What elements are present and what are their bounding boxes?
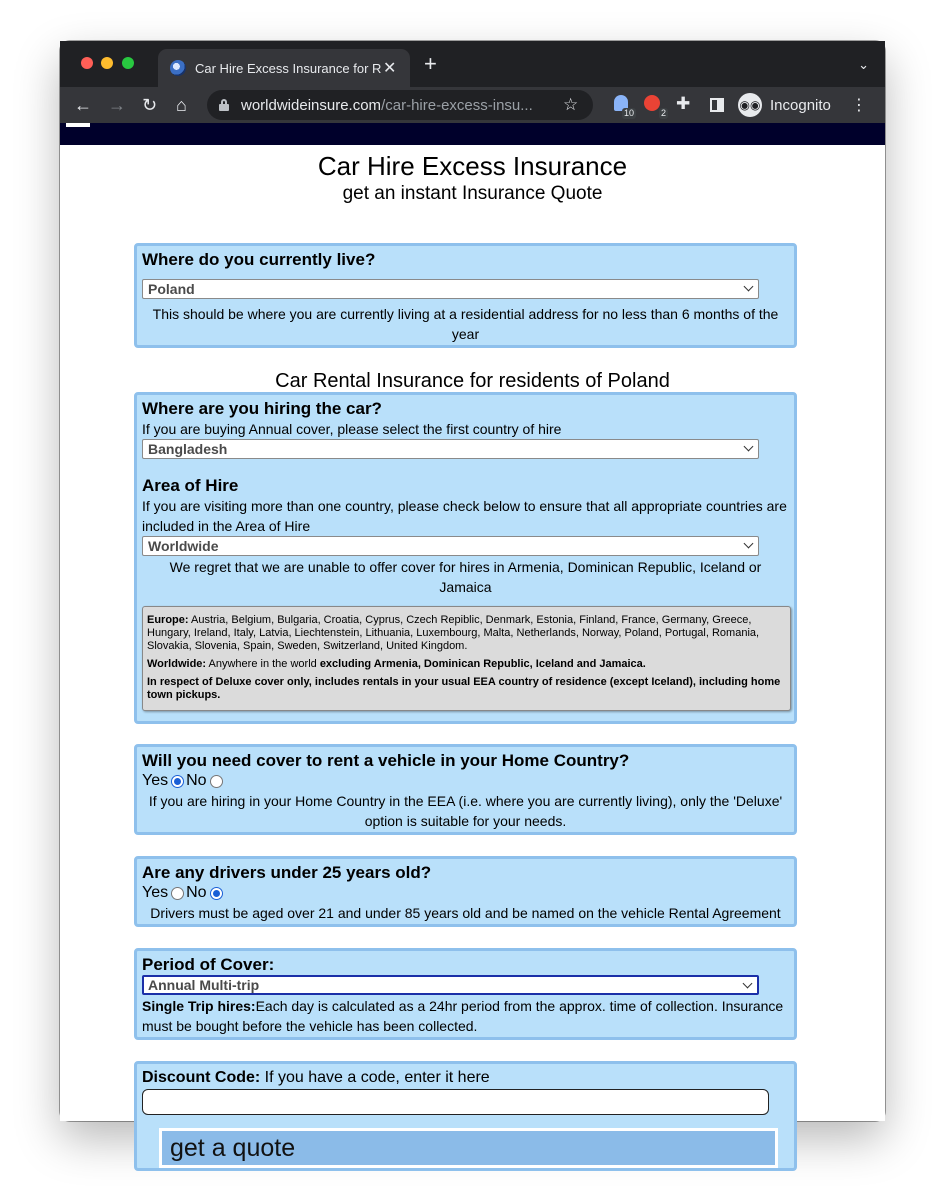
- site-header-bar: [60, 123, 885, 145]
- drivers-radio-group: [142, 883, 789, 903]
- chevron-down-icon: [743, 979, 753, 989]
- area-sub: If you are visiting more than one country, please check below to ensure that all appropriate countries are included in the Area of Hire: [142, 498, 787, 534]
- extension-badge: 10: [623, 108, 634, 118]
- drivers-no-label: No: [186, 884, 207, 901]
- area-title: Area of Hire: [142, 476, 239, 495]
- residence-select-value: Poland: [148, 281, 195, 297]
- info-worldwide: Worldwide: Anywhere in the world excluding Armenia, Dominican Republic, Iceland and Jamaica.: [147, 658, 646, 670]
- incognito-indicator[interactable]: [738, 92, 831, 118]
- period-panel: [134, 948, 797, 1040]
- home-no-radio[interactable]: [210, 775, 223, 788]
- area-note: We regret that we are unable to offer cover for hires in Armenia, Dominican Republic, Iceland or Jamaica: [169, 559, 762, 595]
- close-window-button[interactable]: [81, 57, 93, 69]
- menu-kebab-icon[interactable]: ⋮: [851, 97, 867, 114]
- drivers-note: Drivers must be aged over 21 and under 85 years old and be named on the vehicle Rental Agreement: [150, 905, 781, 921]
- get-quote-button[interactable]: get a quote: [159, 1128, 778, 1168]
- drivers-no-radio[interactable]: [210, 887, 223, 900]
- incognito-icon: ◉◉: [738, 93, 762, 117]
- tab-bar: [60, 41, 885, 87]
- residence-question: Where do you currently live?: [142, 250, 376, 269]
- back-arrow-icon[interactable]: ←: [74, 95, 92, 115]
- address-bar[interactable]: [207, 90, 593, 120]
- drivers-yes-label: Yes: [142, 884, 169, 901]
- area-select[interactable]: [142, 536, 759, 556]
- bookmark-star-icon[interactable]: ☆: [563, 95, 579, 114]
- tab-search-chevron-icon[interactable]: ⌄: [858, 57, 869, 72]
- area-select-value: Worldwide: [148, 538, 219, 554]
- discount-label: Discount Code: If you have a code, enter it here: [142, 1069, 490, 1086]
- residence-note: This should be where you are currently living at a residential address for no less than 6 months of the year: [152, 306, 779, 342]
- maximize-window-button[interactable]: [122, 57, 134, 69]
- hire-panel: [134, 392, 797, 724]
- home-country-panel: [134, 744, 797, 835]
- home-yes-label: Yes: [142, 772, 169, 789]
- hire-country-value: Bangladesh: [148, 441, 228, 457]
- lock-icon[interactable]: [219, 99, 229, 111]
- home-icon[interactable]: ⌂: [176, 95, 187, 115]
- chevron-down-icon: [744, 539, 754, 549]
- period-note: Single Trip hires:Each day is calculated as a 24hr period from the approx. time of collection. Insurance must be bought before the vehicle has been collected.: [142, 998, 784, 1034]
- home-country-note: If you are hiring in your Home Country in the EEA (i.e. where you are currently living), only the 'Deluxe' option is suitable for your needs.: [148, 793, 783, 829]
- side-panel-icon[interactable]: [710, 98, 724, 112]
- home-country-radio-group: [142, 771, 789, 791]
- url-text[interactable]: worldwideinsure.com/car-hire-excess-insu...: [241, 96, 533, 114]
- minimize-window-button[interactable]: [101, 57, 113, 69]
- page-subtitle: get an instant Insurance Quote: [342, 183, 603, 204]
- reload-icon[interactable]: ↻: [142, 95, 158, 115]
- site-header-mark: [66, 123, 90, 127]
- period-select[interactable]: [142, 975, 759, 995]
- info-europe: Europe: Austria, Belgium, Bulgaria, Croatia, Cyprus, Czech Repiblic, Denmark, Estonia, Finland, France, Germany, Greece, Hungary, Ireland, Italy, Latvia, Liechtenstein, Lithuania, Luxembourg, Malta, Netherlands, Norway, Poland, Portugal, Romania, Slovakia, Slovenia, Spain, Sweden, Switzerland, United Kingdom.: [147, 614, 760, 652]
- chevron-down-icon: [744, 282, 754, 292]
- home-no-label: No: [186, 772, 207, 789]
- area-info-box: [142, 606, 791, 711]
- hire-country-select[interactable]: [142, 439, 759, 459]
- forward-arrow-icon[interactable]: →: [108, 95, 126, 115]
- info-deluxe: In respect of Deluxe cover only, includes rentals in your usual EEA country of residence (except Iceland), including home town pickups.: [147, 676, 781, 701]
- home-yes-radio[interactable]: [171, 775, 184, 788]
- rental-heading: Car Rental Insurance for residents of Poland: [275, 370, 670, 392]
- extension-ghost-icon[interactable]: [612, 95, 634, 118]
- incognito-label: Incognito: [770, 96, 831, 114]
- residence-panel: [134, 243, 797, 348]
- extension-ublock-icon[interactable]: [644, 95, 666, 118]
- discount-panel: [134, 1061, 797, 1171]
- page-title: Car Hire Excess Insurance: [317, 151, 628, 181]
- active-tab[interactable]: [158, 49, 410, 87]
- period-select-value: Annual Multi-trip: [148, 977, 260, 993]
- extension-badge: 2: [660, 108, 666, 118]
- chevron-down-icon: [744, 442, 754, 452]
- drivers-yes-radio[interactable]: [171, 887, 184, 900]
- globe-favicon-icon: [170, 60, 186, 76]
- page-viewport: [60, 123, 885, 1162]
- drivers-panel: [134, 856, 797, 927]
- new-tab-button[interactable]: +: [424, 51, 437, 76]
- extensions-puzzle-icon[interactable]: ✚: [676, 94, 691, 113]
- browser-toolbar: [60, 87, 885, 123]
- browser-window: [60, 41, 885, 1162]
- hire-sub: If you are buying Annual cover, please select the first country of hire: [142, 421, 562, 437]
- tab-title: Car Hire Excess Insurance for R: [195, 60, 382, 76]
- discount-code-input[interactable]: [142, 1089, 769, 1115]
- period-question: Period of Cover:: [142, 955, 275, 974]
- hire-question: Where are you hiring the car?: [142, 399, 382, 418]
- tab-close-icon[interactable]: ✕: [383, 60, 397, 77]
- home-country-question: Will you need cover to rent a vehicle in your Home Country?: [142, 751, 630, 770]
- residence-select[interactable]: [142, 279, 759, 299]
- drivers-question: Are any drivers under 25 years old?: [142, 863, 432, 882]
